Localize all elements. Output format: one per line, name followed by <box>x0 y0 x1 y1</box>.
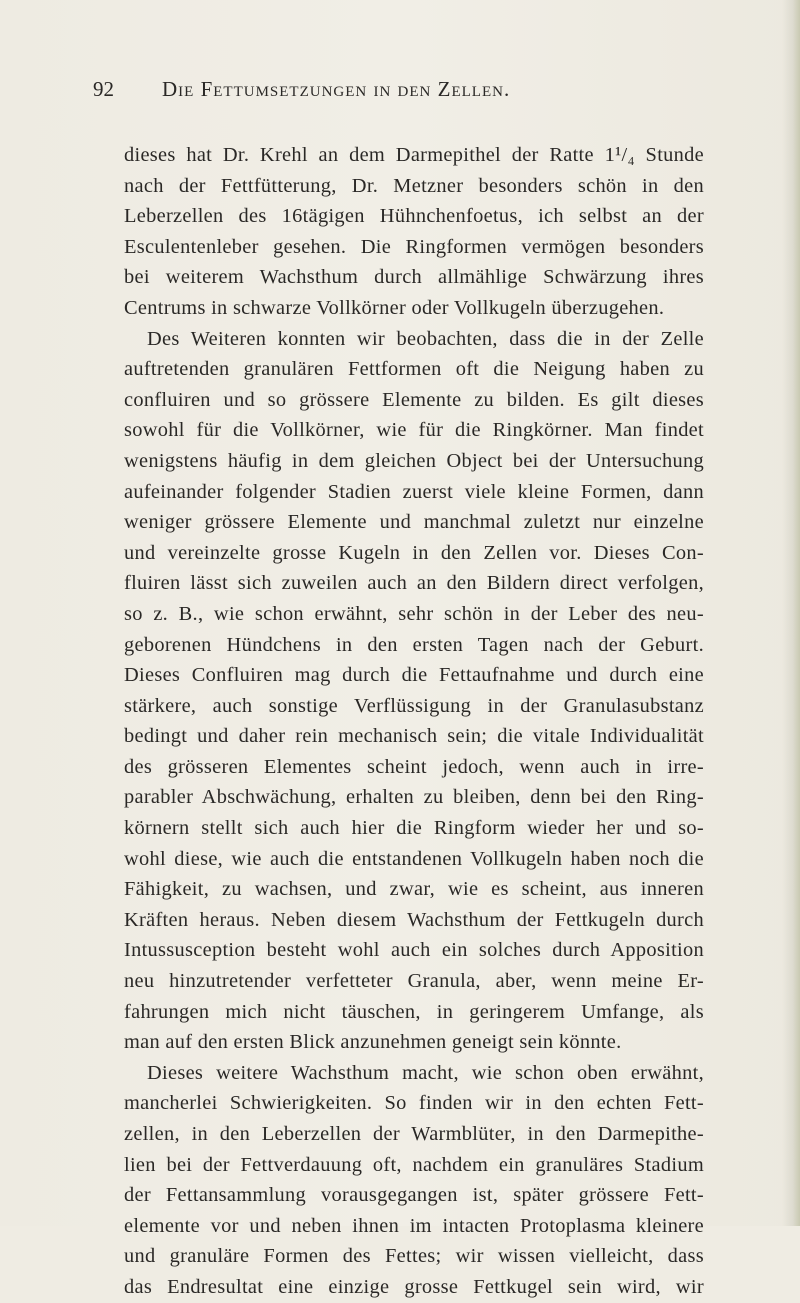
text-line: Centrums in schwarze Vollkörner oder Vollkugeln überzugehen. <box>124 296 665 319</box>
text-line: nach der Fettfütterung, Dr. Metzner besonders schön in den <box>124 174 704 197</box>
text-line: fluiren lässt sich zuweilen auch an den Bildern direct verfolgen, <box>124 572 704 595</box>
text-line: parabler Abschwächung, erhalten zu bleiben, denn bei den Ring- <box>124 786 704 809</box>
page-edge-shadow <box>782 0 800 1226</box>
text-line: aufeinander folgender Stadien zuerst viele kleine Formen, dann <box>124 480 704 503</box>
text-line: wenigstens häufig in dem gleichen Object bei der Untersuchung <box>124 449 704 472</box>
text-line: neu hinzutretender verfetteter Granula, aber, wenn meine Er- <box>124 970 704 993</box>
text-line: und granuläre Formen des Fettes; wir wissen vielleicht, dass <box>124 1245 704 1268</box>
text-line: Dieses weitere Wachsthum macht, wie schon oben erwähnt, <box>147 1061 704 1084</box>
text-line: des grösseren Elementes scheint jedoch, wenn auch in irre- <box>124 755 704 778</box>
running-title: Die Fettumsetzungen in den Zellen. <box>162 77 511 101</box>
text-line: sowohl für die Vollkörner, wie für die Ringkörner. Man findet <box>124 419 704 442</box>
text-line: weniger grössere Elemente und manchmal zuletzt nur einzelne <box>124 511 704 534</box>
text-line: so z. B., wie schon erwähnt, sehr schön in der Leber des neu- <box>124 602 704 625</box>
text-line: das Endresultat eine einzige grosse Fettkugel sein wird, wir <box>124 1275 704 1298</box>
text-line: Esculentenleber gesehen. Die Ringformen vermögen besonders <box>124 235 704 258</box>
text-line: geborenen Hündchens in den ersten Tagen nach der Geburt. <box>124 633 704 656</box>
text-line: bedingt und daher rein mechanisch sein; die vitale Individualität <box>124 725 704 748</box>
page-number: 92 <box>93 77 114 101</box>
text-line: Fähigkeit, zu wachsen, und zwar, wie es scheint, aus inneren <box>124 878 704 901</box>
text-line: bei weiterem Wachsthum durch allmählige Schwärzung ihres <box>124 266 704 289</box>
text-line: Dieses Confluiren mag durch die Fettaufnahme und durch eine <box>124 664 704 687</box>
text-line: wohl diese, wie auch die entstandenen Vollkugeln haben noch die <box>124 847 704 870</box>
text-line: zellen, in den Leberzellen der Warmblüter, in den Darmepithe- <box>124 1123 704 1145</box>
text-line: auftretenden granulären Fettformen oft die Neigung haben zu <box>124 358 704 381</box>
body-text <box>124 140 704 1303</box>
text-line: mancherlei Schwierigkeiten. So finden wir in den echten Fett- <box>124 1092 704 1115</box>
text-line: und vereinzelte grosse Kugeln in den Zellen vor. Dieses Con- <box>124 541 704 564</box>
text-line: fahrungen mich nicht täuschen, in geringerem Umfange, als <box>124 1000 704 1023</box>
text-line: Intussusception besteht wohl auch ein solches durch Apposition <box>124 939 704 962</box>
text-line: Leberzellen des 16tägigen Hühnchenfoetus, ich selbst an der <box>124 205 704 228</box>
page-header <box>93 74 713 104</box>
text-line: elemente vor und neben ihnen im intacten Protoplasma kleinere <box>124 1214 704 1237</box>
text-line: stärkere, auch sonstige Verflüssigung in der Granulasubstanz <box>124 694 704 717</box>
text-line: confluiren und so grössere Elemente zu bilden. Es gilt dieses <box>124 388 704 411</box>
text-line: Kräften heraus. Neben diesem Wachsthum der Fettkugeln durch <box>124 908 704 931</box>
text-line: dieses hat Dr. Krehl an dem Darmepithel der Ratte 1¹/₄ Stunde <box>124 144 704 166</box>
text-line: man auf den ersten Blick anzunehmen geneigt sein könnte. <box>124 1031 622 1054</box>
text-line: lien bei der Fettverdauung oft, nachdem ein granuläres Stadium <box>124 1153 704 1176</box>
text-line: der Fettansammlung vorausgegangen ist, später grössere Fett- <box>124 1184 704 1207</box>
text-line: körnern stellt sich auch hier die Ringform wieder her und so- <box>124 817 704 840</box>
text-line: Des Weiteren konnten wir beobachten, dass die in der Zelle <box>147 327 704 350</box>
